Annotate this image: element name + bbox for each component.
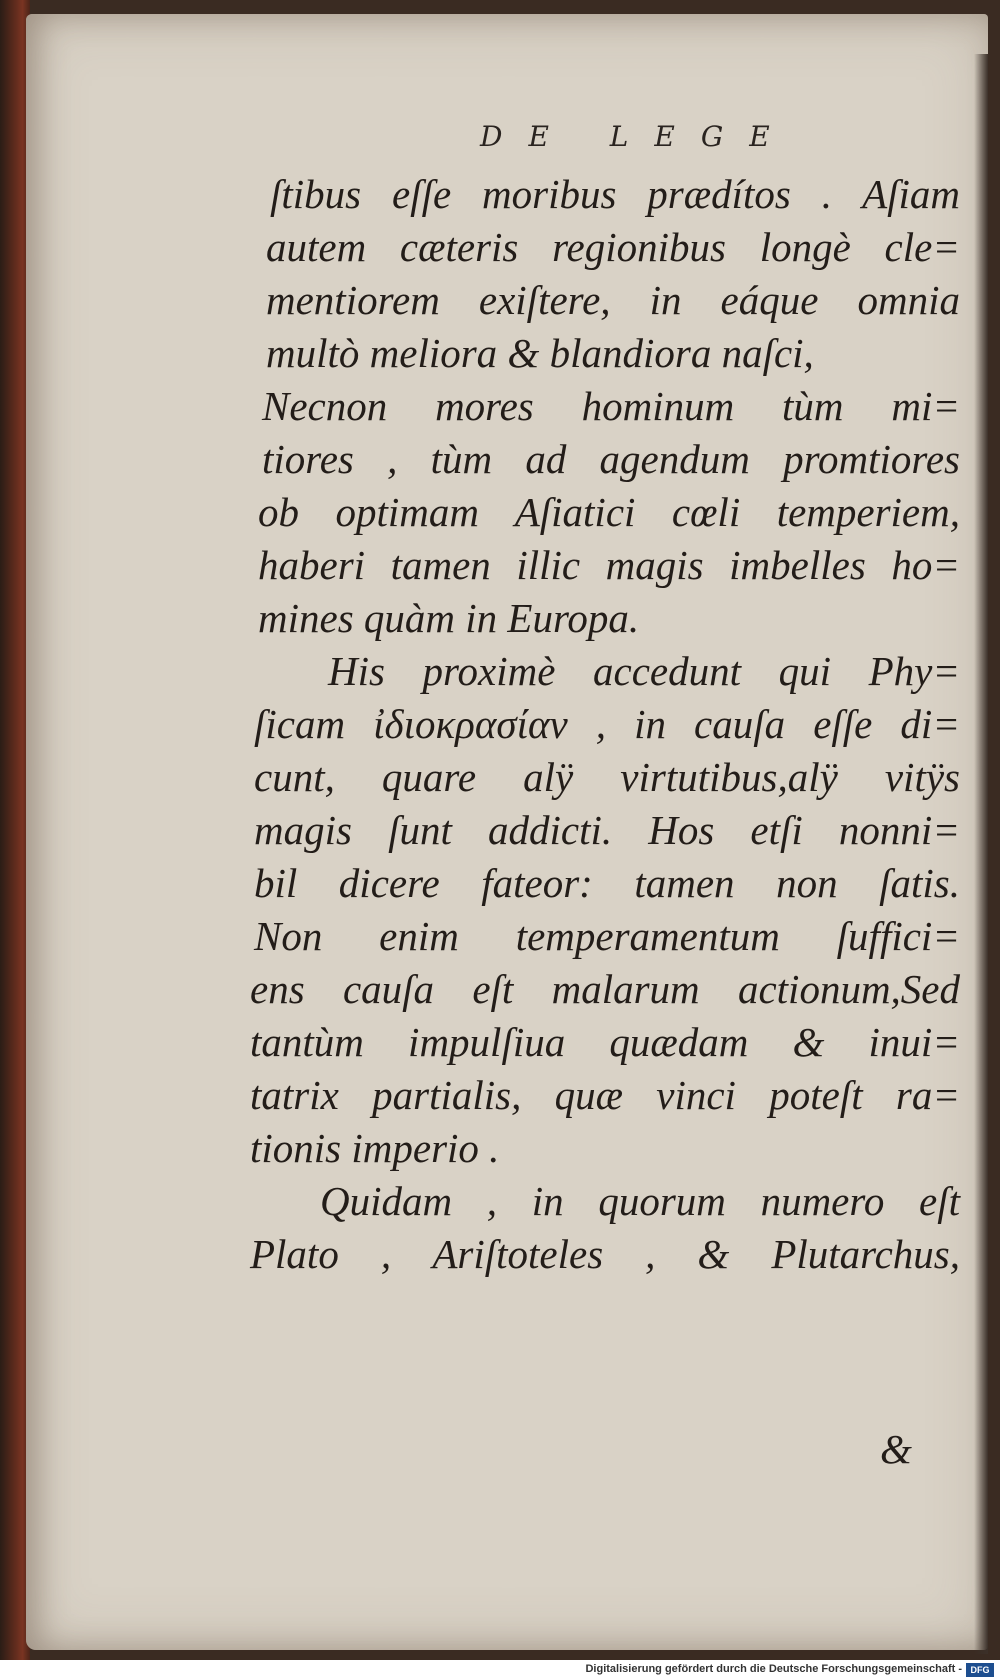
text-line: ob optimam Aſiatici cœli temperiem, bbox=[258, 489, 960, 535]
text-line: Non enim temperamentum ſuffici= bbox=[254, 913, 960, 959]
text-line: tantùm impulſiua quædam & inui= bbox=[250, 1019, 960, 1065]
text-line: tatrix partialis, quæ vinci poteſt ra= bbox=[250, 1072, 960, 1118]
catchword: & bbox=[880, 1426, 912, 1472]
text-line: ſicam ἰδιοκρασίαν , in cauſa eſſe di= bbox=[254, 701, 960, 747]
text-line: bil dicere fateor: tamen non ſatis. bbox=[254, 860, 960, 906]
text-line: Plato , Ariſtoteles , & Plutarchus, bbox=[250, 1231, 960, 1277]
text-line: haberi tamen illic magis imbelles ho= bbox=[258, 542, 960, 588]
running-head: DE LEGE bbox=[480, 120, 796, 153]
text-line: multò meliora & blandiora naſci, bbox=[266, 330, 814, 376]
text-line: cunt, quare alÿ virtutibus,alÿ vitÿs bbox=[254, 754, 960, 800]
text-line: tionis imperio . bbox=[250, 1125, 500, 1171]
page-edge bbox=[974, 54, 988, 1654]
text-line: magis ſunt addicti. Hos etſi nonni= bbox=[254, 807, 960, 853]
text-line: ſtibus eſſe moribus prædítos . Aſiam bbox=[270, 171, 960, 217]
text-line: mentiorem exiſtere, in eáque omnia bbox=[266, 277, 960, 323]
footer-credit: Digitalisierung gefördert durch die Deutsche Forschungsgemeinschaft - bbox=[585, 1663, 962, 1675]
dfg-logo-icon: DFG bbox=[966, 1663, 994, 1677]
text-line: autem cæteris regionibus longè cle= bbox=[266, 224, 960, 270]
text-block bbox=[250, 168, 960, 1281]
text-line: tiores , tùm ad agendum promtiores bbox=[262, 436, 960, 482]
text-line: Quidam , in quorum numero eſt bbox=[320, 1178, 960, 1224]
text-line: mines quàm in Europa. bbox=[258, 595, 640, 641]
text-line: Necnon mores hominum tùm mi= bbox=[262, 383, 960, 429]
text-line: His proximè accedunt qui Phy= bbox=[328, 648, 960, 694]
text-line: ens cauſa eſt malarum actionum,Sed bbox=[250, 966, 960, 1012]
